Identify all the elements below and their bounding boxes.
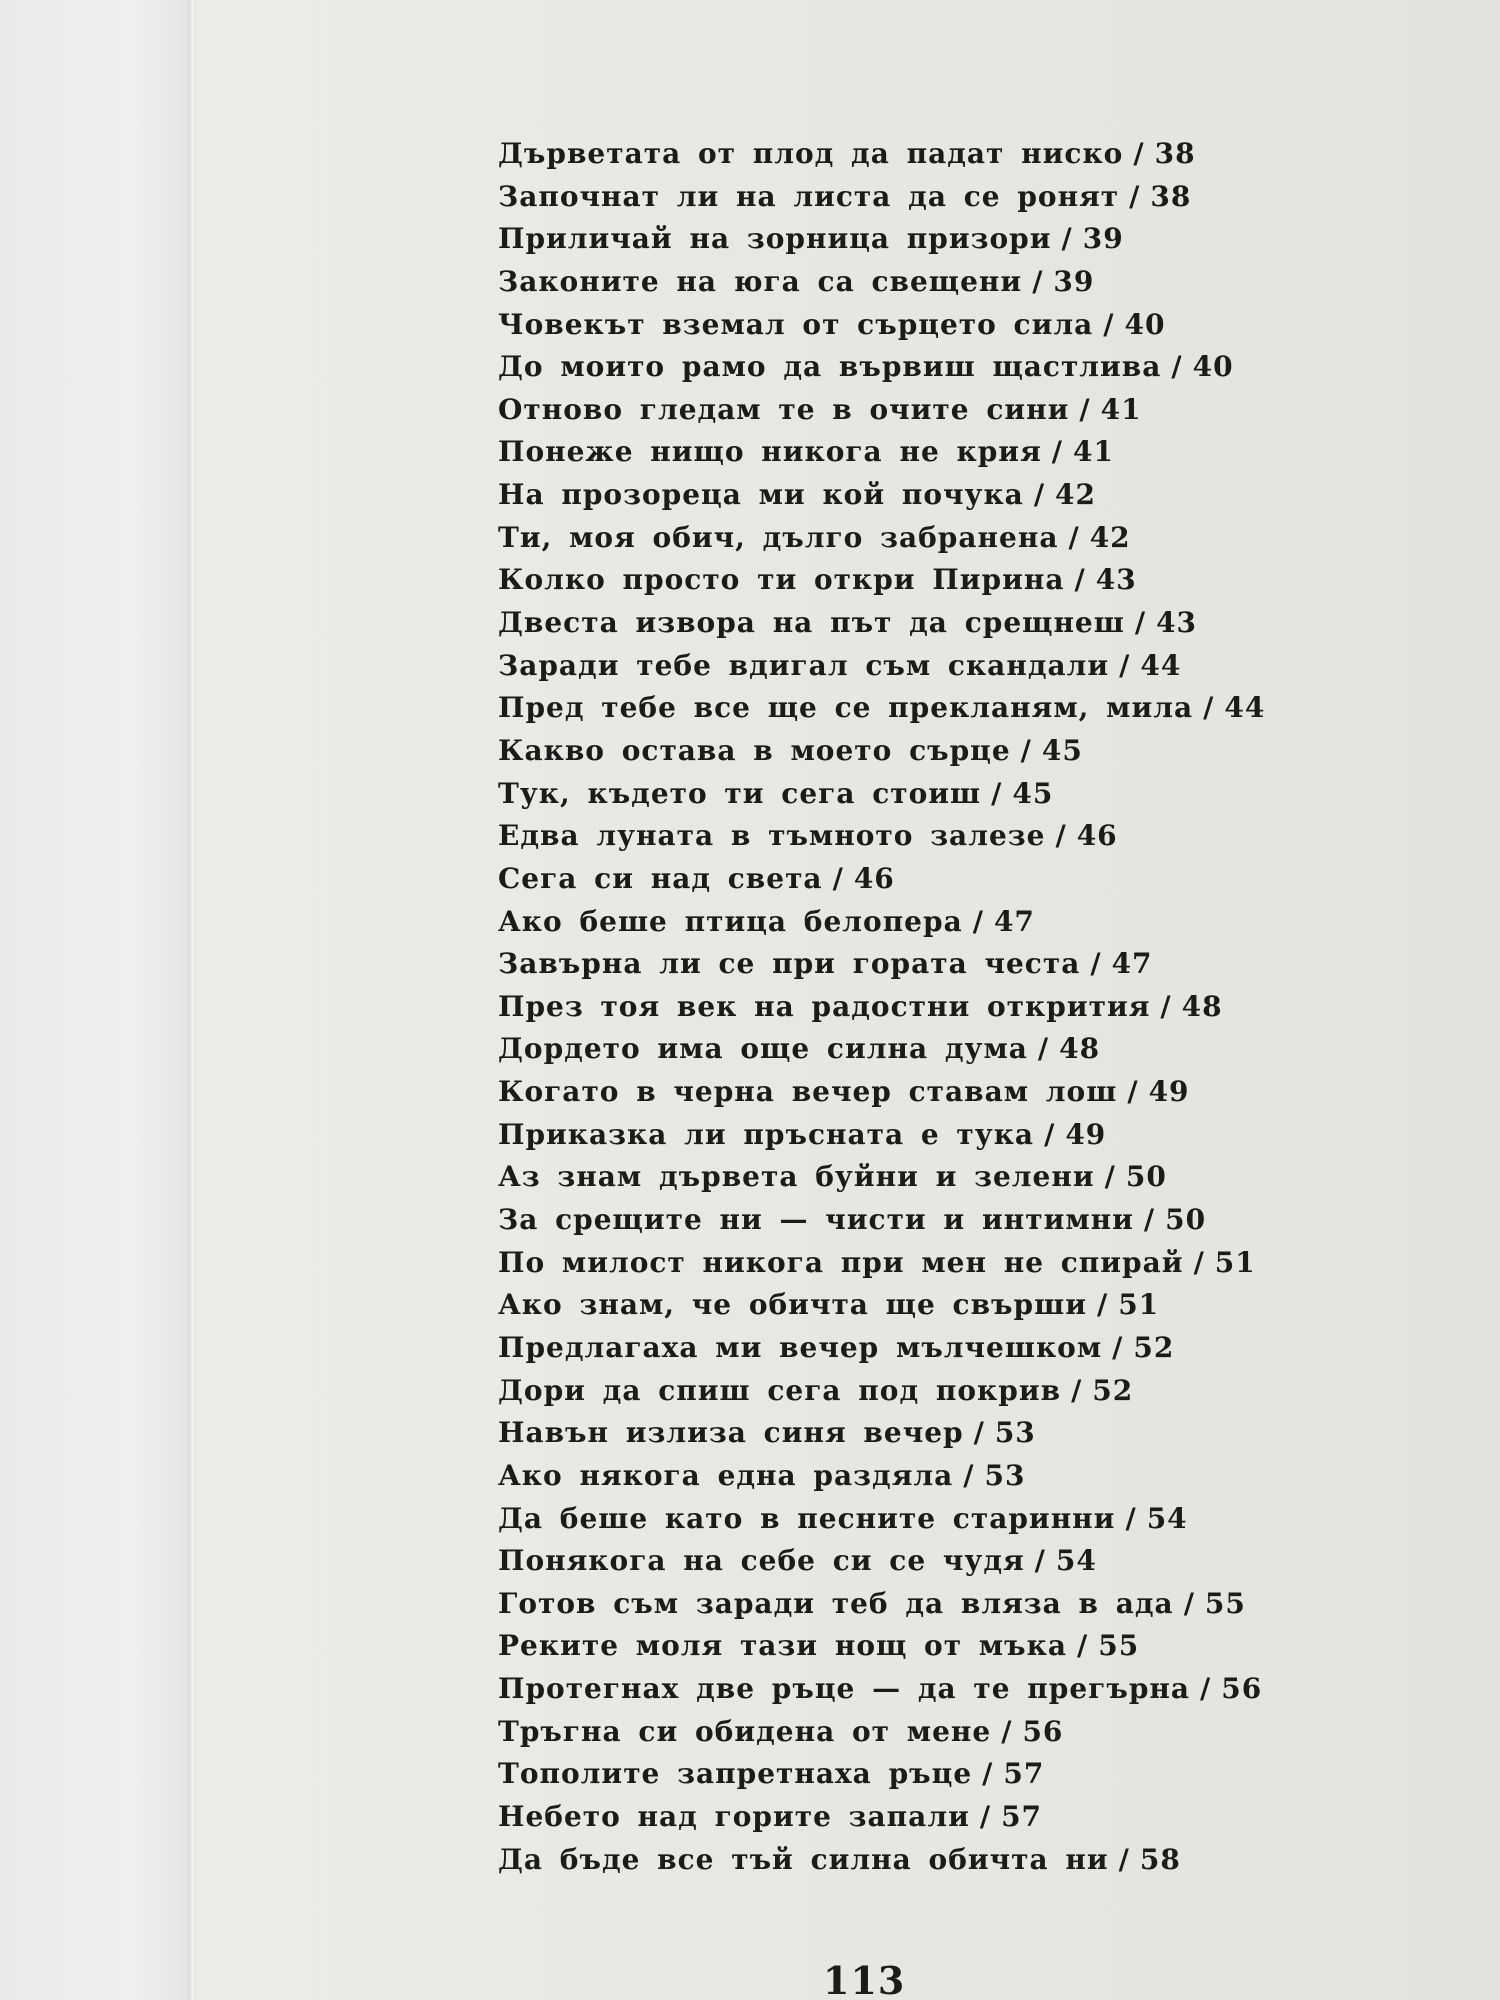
toc-entry-title: Протегнах две ръце — да те прегърна (498, 1672, 1191, 1706)
toc-entry (498, 1583, 1298, 1626)
toc-entry-title: Завърна ли се при горaта честа (498, 947, 1081, 981)
toc-entry-page-number: 56 (1022, 1714, 1064, 1748)
toc-entry-separator: / (1134, 606, 1147, 640)
toc-entry-title: На прозореца ми кой почука (498, 478, 1024, 512)
toc-entry-separator: / (1119, 648, 1131, 682)
toc-entry-page-number: 46 (853, 861, 895, 895)
toc-entry-page-number: 53 (984, 1458, 1026, 1492)
toc-entry (498, 218, 1298, 261)
toc-entry-title: Ти, моя обич, дълго забранена (498, 520, 1059, 554)
toc-entry-page-number: 55 (1098, 1629, 1140, 1663)
toc-entry-separator: / (1118, 1842, 1130, 1876)
page-number: 113 (823, 1958, 906, 2000)
toc-entry-title: Тръгна си обидена от мене (498, 1714, 992, 1748)
toc-entry-title: Тополите запретнаха ръце (498, 1757, 973, 1791)
toc-entry (498, 346, 1298, 389)
toc-entry-title: По милост никога при мен не спирай (498, 1245, 1184, 1279)
toc-entry-page-number: 52 (1133, 1330, 1175, 1364)
toc-entry-separator: / (1033, 478, 1046, 512)
toc-entry (498, 1071, 1298, 1114)
toc-entry-page-number: 47 (1111, 947, 1153, 981)
toc-entry-separator: / (1074, 563, 1086, 597)
toc-entry-separator: / (1051, 435, 1063, 469)
toc-entry-separator: / (1129, 179, 1141, 213)
toc-entry-separator: / (1183, 1586, 1195, 1620)
toc-entry (498, 133, 1298, 176)
toc-entry-page-number: 58 (1139, 1842, 1181, 1876)
toc-entry-title: Понякога на себе си се чудя (498, 1544, 1025, 1578)
toc-entry-page-number: 56 (1221, 1672, 1263, 1706)
table-of-contents (498, 133, 1298, 1881)
toc-entry (498, 1156, 1298, 1199)
toc-entry (498, 1796, 1298, 1839)
toc-entry (498, 773, 1298, 816)
left-page-edge (0, 0, 192, 2000)
toc-entry (498, 1711, 1298, 1754)
toc-entry (498, 517, 1298, 560)
toc-entry-title: През тоя век на радостни открития (498, 989, 1151, 1023)
toc-entry-page-number: 42 (1089, 520, 1131, 554)
toc-entry-title: До моито рамо да вървиш щастлива (498, 350, 1162, 384)
toc-entry (498, 815, 1298, 858)
book-gutter (188, 0, 196, 2000)
toc-entry-separator: / (973, 1416, 985, 1450)
toc-entry (498, 1455, 1298, 1498)
toc-entry-page-number: 47 (993, 904, 1035, 938)
toc-entry-page-number: 46 (1076, 819, 1118, 853)
toc-entry-separator: / (1076, 1629, 1089, 1663)
toc-entry-title: Пред тебе все ще се прекланям, мила (498, 691, 1194, 725)
toc-entry-separator: / (1020, 733, 1032, 767)
toc-entry-separator: / (1032, 264, 1044, 298)
toc-entry-separator: / (1125, 1501, 1137, 1535)
toc-entry-title: Законите на юга са свещени (498, 264, 1023, 298)
toc-entry-page-number: 45 (1041, 733, 1083, 767)
toc-entry-title: Едва луната в тъмното залезе (498, 819, 1046, 853)
toc-entry-page-number: 39 (1053, 264, 1095, 298)
toc-entry-title: Предлагаха ми вечер мълчешком (498, 1330, 1103, 1364)
toc-entry-separator: / (1104, 1160, 1116, 1194)
toc-entry-separator: / (963, 1458, 975, 1492)
toc-entry-page-number: 44 (1224, 691, 1266, 725)
toc-entry-title: Двеста извора на път да срещнеш (498, 606, 1125, 640)
toc-entry-title: Дордето има още силна дума (498, 1032, 1028, 1066)
toc-entry-title: Ако знам, че обичта ще свърши (498, 1288, 1087, 1322)
toc-entry-title: Когато в черна вечер ставам лош (498, 1075, 1118, 1109)
toc-entry (498, 261, 1298, 304)
toc-entry (498, 986, 1298, 1029)
toc-entry-page-number: 55 (1204, 1586, 1246, 1620)
toc-entry-title: Тук, където ти сега стоиш (498, 776, 982, 810)
toc-entry-page-number: 50 (1125, 1160, 1167, 1194)
toc-entry-title: Отново гледам те в очите сини (498, 392, 1070, 426)
toc-entry-separator: / (1103, 307, 1115, 341)
toc-entry-title: Колко просто ти откри Пирина (498, 563, 1065, 597)
toc-entry (498, 645, 1298, 688)
toc-entry-separator: / (1200, 1672, 1212, 1706)
toc-entry-title: Сега си над света (498, 861, 823, 895)
toc-entry-separator: / (1096, 1288, 1109, 1322)
toc-entry-title: Приказка ли пръсната е тука (498, 1117, 1035, 1151)
toc-entry-separator: / (1193, 1245, 1205, 1279)
toc-entry-page-number: 49 (1065, 1117, 1107, 1151)
toc-entry-title: Човекът вземал от сърцето сила (498, 307, 1094, 341)
toc-entry-separator: / (991, 776, 1003, 810)
toc-entry (498, 1839, 1298, 1882)
toc-entry-page-number: 54 (1055, 1544, 1097, 1578)
toc-entry-page-number: 57 (1003, 1757, 1045, 1791)
toc-entry-separator: / (1127, 1075, 1139, 1109)
toc-entry (498, 1242, 1298, 1285)
toc-entry-title: Ако беше птица белопера (498, 904, 963, 938)
toc-entry-page-number: 57 (1001, 1799, 1043, 1833)
toc-entry-page-number: 52 (1092, 1373, 1134, 1407)
toc-entry-title: Понеже нищо никога не крия (498, 435, 1042, 469)
toc-entry-page-number: 44 (1140, 648, 1182, 682)
toc-entry-separator: / (1203, 691, 1215, 725)
toc-entry-separator: / (1068, 520, 1080, 554)
toc-entry-title: Започнат ли на листа да се ронят (498, 179, 1120, 213)
toc-entry-separator: / (1061, 222, 1073, 256)
toc-entry-page-number: 40 (1192, 350, 1234, 384)
toc-entry-separator: / (1133, 137, 1145, 170)
toc-entry (498, 687, 1298, 730)
toc-entry-page-number: 42 (1055, 478, 1097, 512)
toc-entry-page-number: 40 (1124, 307, 1166, 341)
toc-entry-page-number: 38 (1154, 137, 1196, 170)
toc-entry-separator: / (1112, 1330, 1124, 1364)
toc-entry-page-number: 39 (1082, 222, 1124, 256)
toc-entry-page-number: 45 (1012, 776, 1054, 810)
toc-entry-separator: / (1001, 1714, 1013, 1748)
toc-entry-page-number: 41 (1100, 392, 1142, 426)
toc-entry-title: Аз знам дървета буйни и зелени (498, 1160, 1095, 1194)
toc-entry-separator: / (1090, 947, 1102, 981)
toc-entry-separator: / (982, 1757, 994, 1791)
toc-entry-title: Какво остава в моето сърце (498, 733, 1011, 767)
toc-entry-separator: / (832, 861, 844, 895)
toc-entry (498, 1327, 1298, 1370)
toc-entry-title: Готов съм заради теб да вляза в ада (498, 1586, 1174, 1620)
toc-entry-page-number: 41 (1073, 435, 1114, 469)
toc-entry-page-number: 51 (1118, 1288, 1160, 1322)
toc-entry (498, 602, 1298, 645)
toc-entry-page-number: 49 (1148, 1075, 1190, 1109)
toc-entry-title: Навън излиза синя вечер (498, 1416, 964, 1450)
toc-entry-page-number: 51 (1214, 1245, 1256, 1279)
toc-entry-title: Дори да спиш сега под покрив (498, 1373, 1062, 1407)
toc-entry-title: Ако някога една раздяла (498, 1458, 954, 1492)
toc-entry-page-number: 53 (994, 1416, 1036, 1450)
toc-entry-separator: / (1055, 819, 1067, 853)
toc-entry (498, 901, 1298, 944)
toc-entry-title: Заради тебе вдигал съм скандали (498, 648, 1110, 682)
toc-entry-separator: / (1071, 1373, 1083, 1407)
toc-entry (498, 559, 1298, 602)
toc-entry-separator: / (1044, 1117, 1056, 1151)
toc-entry (498, 1753, 1298, 1796)
toc-entry-separator: / (1160, 989, 1172, 1023)
toc-entry-separator: / (1079, 392, 1091, 426)
toc-entry-separator: / (1034, 1544, 1046, 1578)
toc-entry-separator: / (1037, 1032, 1050, 1066)
toc-entry (498, 1028, 1298, 1071)
toc-entry (498, 1114, 1298, 1157)
toc-entry (498, 1412, 1298, 1455)
toc-entry-page-number: 43 (1156, 606, 1198, 640)
toc-entry-title: За срещите ни — чисти и интимни (498, 1203, 1134, 1237)
toc-entry-title: Дърветата от плод да падат ниско (498, 137, 1124, 170)
toc-entry (498, 1284, 1298, 1327)
toc-entry (498, 1370, 1298, 1413)
toc-entry (498, 1498, 1298, 1541)
toc-entry-title: Приличай на зорница призори (498, 222, 1052, 256)
toc-entry-separator: / (1143, 1203, 1156, 1237)
toc-entry-page-number: 48 (1181, 989, 1223, 1023)
toc-entry (498, 474, 1298, 517)
toc-entry (498, 431, 1298, 474)
toc-entry-title: Реките моля тази нощ от мъка (498, 1629, 1067, 1663)
toc-entry (498, 730, 1298, 773)
toc-entry-title: Да беше като в песните старинни (498, 1501, 1116, 1535)
toc-entry (498, 1625, 1298, 1668)
toc-entry-separator: / (1171, 350, 1183, 384)
toc-entry-title: Небето над горите запали (498, 1799, 970, 1833)
toc-entry (498, 304, 1298, 347)
toc-entry-page-number: 50 (1165, 1203, 1207, 1237)
toc-entry (498, 1540, 1298, 1583)
toc-entry (498, 858, 1298, 901)
toc-entry-separator: / (972, 904, 984, 938)
toc-entry (498, 389, 1298, 432)
toc-entry-page-number: 43 (1095, 563, 1137, 597)
toc-entry-page-number: 38 (1150, 179, 1192, 213)
toc-entry (498, 176, 1298, 219)
toc-entry-title: Да бъде все тъй силна обичта ни (498, 1842, 1109, 1876)
toc-entry (498, 1668, 1298, 1711)
toc-entry (498, 1199, 1298, 1242)
toc-entry-separator: / (979, 1799, 992, 1833)
toc-entry-page-number: 48 (1059, 1032, 1101, 1066)
toc-entry-page-number: 54 (1146, 1501, 1188, 1535)
toc-entry (498, 943, 1298, 986)
